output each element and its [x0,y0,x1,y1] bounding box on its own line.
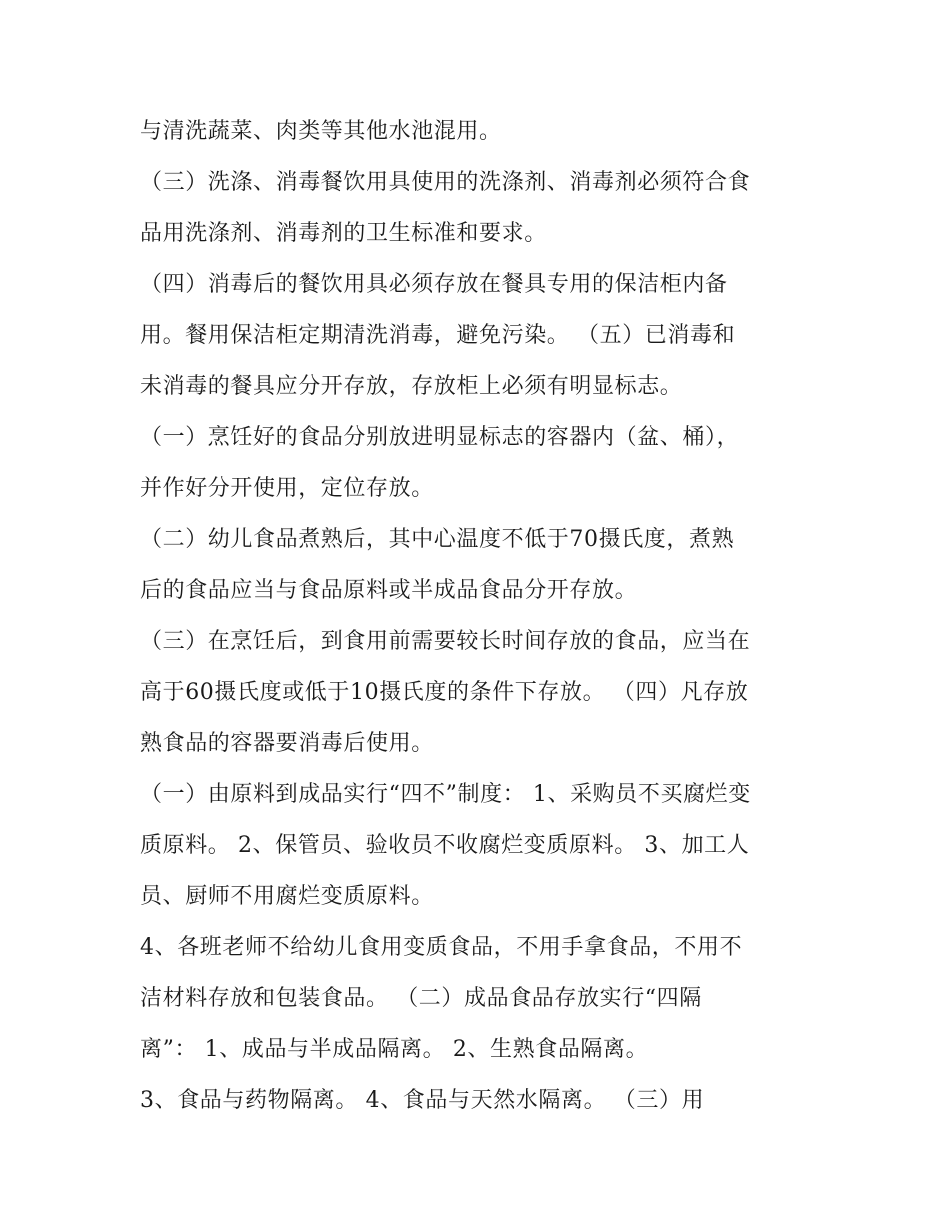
text-line: 员、厨师不用腐烂变质原料。 [140,884,434,909]
text-line: 3、食品与药物隔离。 4、食品与天然水隔离。 （三）用 [140,1088,705,1113]
text-line: （三）在烹饪后，到食用前需要较长时间存放的食品，应当在 [140,629,751,654]
text-line: 熟食品的容器要消毒后使用。 [140,731,434,756]
text-line: （二）幼儿食品煮熟后，其中心温度不低于70摄氏度，煮熟 [140,527,735,552]
text-line: （一）由原料到成品实行“四不”制度： 1、采购员不买腐烂变 [140,782,751,807]
text-line: 后的食品应当与食品原料或半成品食品分开存放。 [140,578,638,603]
body-text [140,106,830,1126]
text-line: 与清洗蔬菜、肉类等其他水池混用。 [140,119,502,144]
text-line: 并作好分开使用，定位存放。 [140,476,434,501]
text-line: （一）烹饪好的食品分别放进明显标志的容器内（盆、桶）， [140,425,740,450]
text-line: 未消毒的餐具应分开存放，存放柜上必须有明显标志。 [140,374,683,399]
text-line: 用。餐用保洁柜定期清洗消毒，避免污染。 （五）已消毒和 [140,323,736,348]
text-line: 品用洗涤剂、消毒剂的卫生标准和要求。 [140,221,547,246]
text-line: 质原料。 2、保管员、验收员不收腐烂变质原料。 3、加工人 [140,833,750,858]
text-line: 4、各班老师不给幼儿食用变质食品，不用手拿食品，不用不 [140,935,743,960]
text-line: （三）洗涤、消毒餐饮用具使用的洗涤剂、消毒剂必须符合食 [140,170,751,195]
text-line: 洁材料存放和包装食品。 （二）成品食品存放实行“四隔 [140,986,702,1011]
text-line: （四）消毒后的餐饮用具必须存放在餐具专用的保洁柜内备 [140,272,728,297]
text-line: 离”： 1、成品与半成品隔离。 2、生熟食品隔离。 [140,1037,649,1062]
text-line: 高于60摄氏度或低于10摄氏度的条件下存放。 （四）凡存放 [140,680,749,705]
